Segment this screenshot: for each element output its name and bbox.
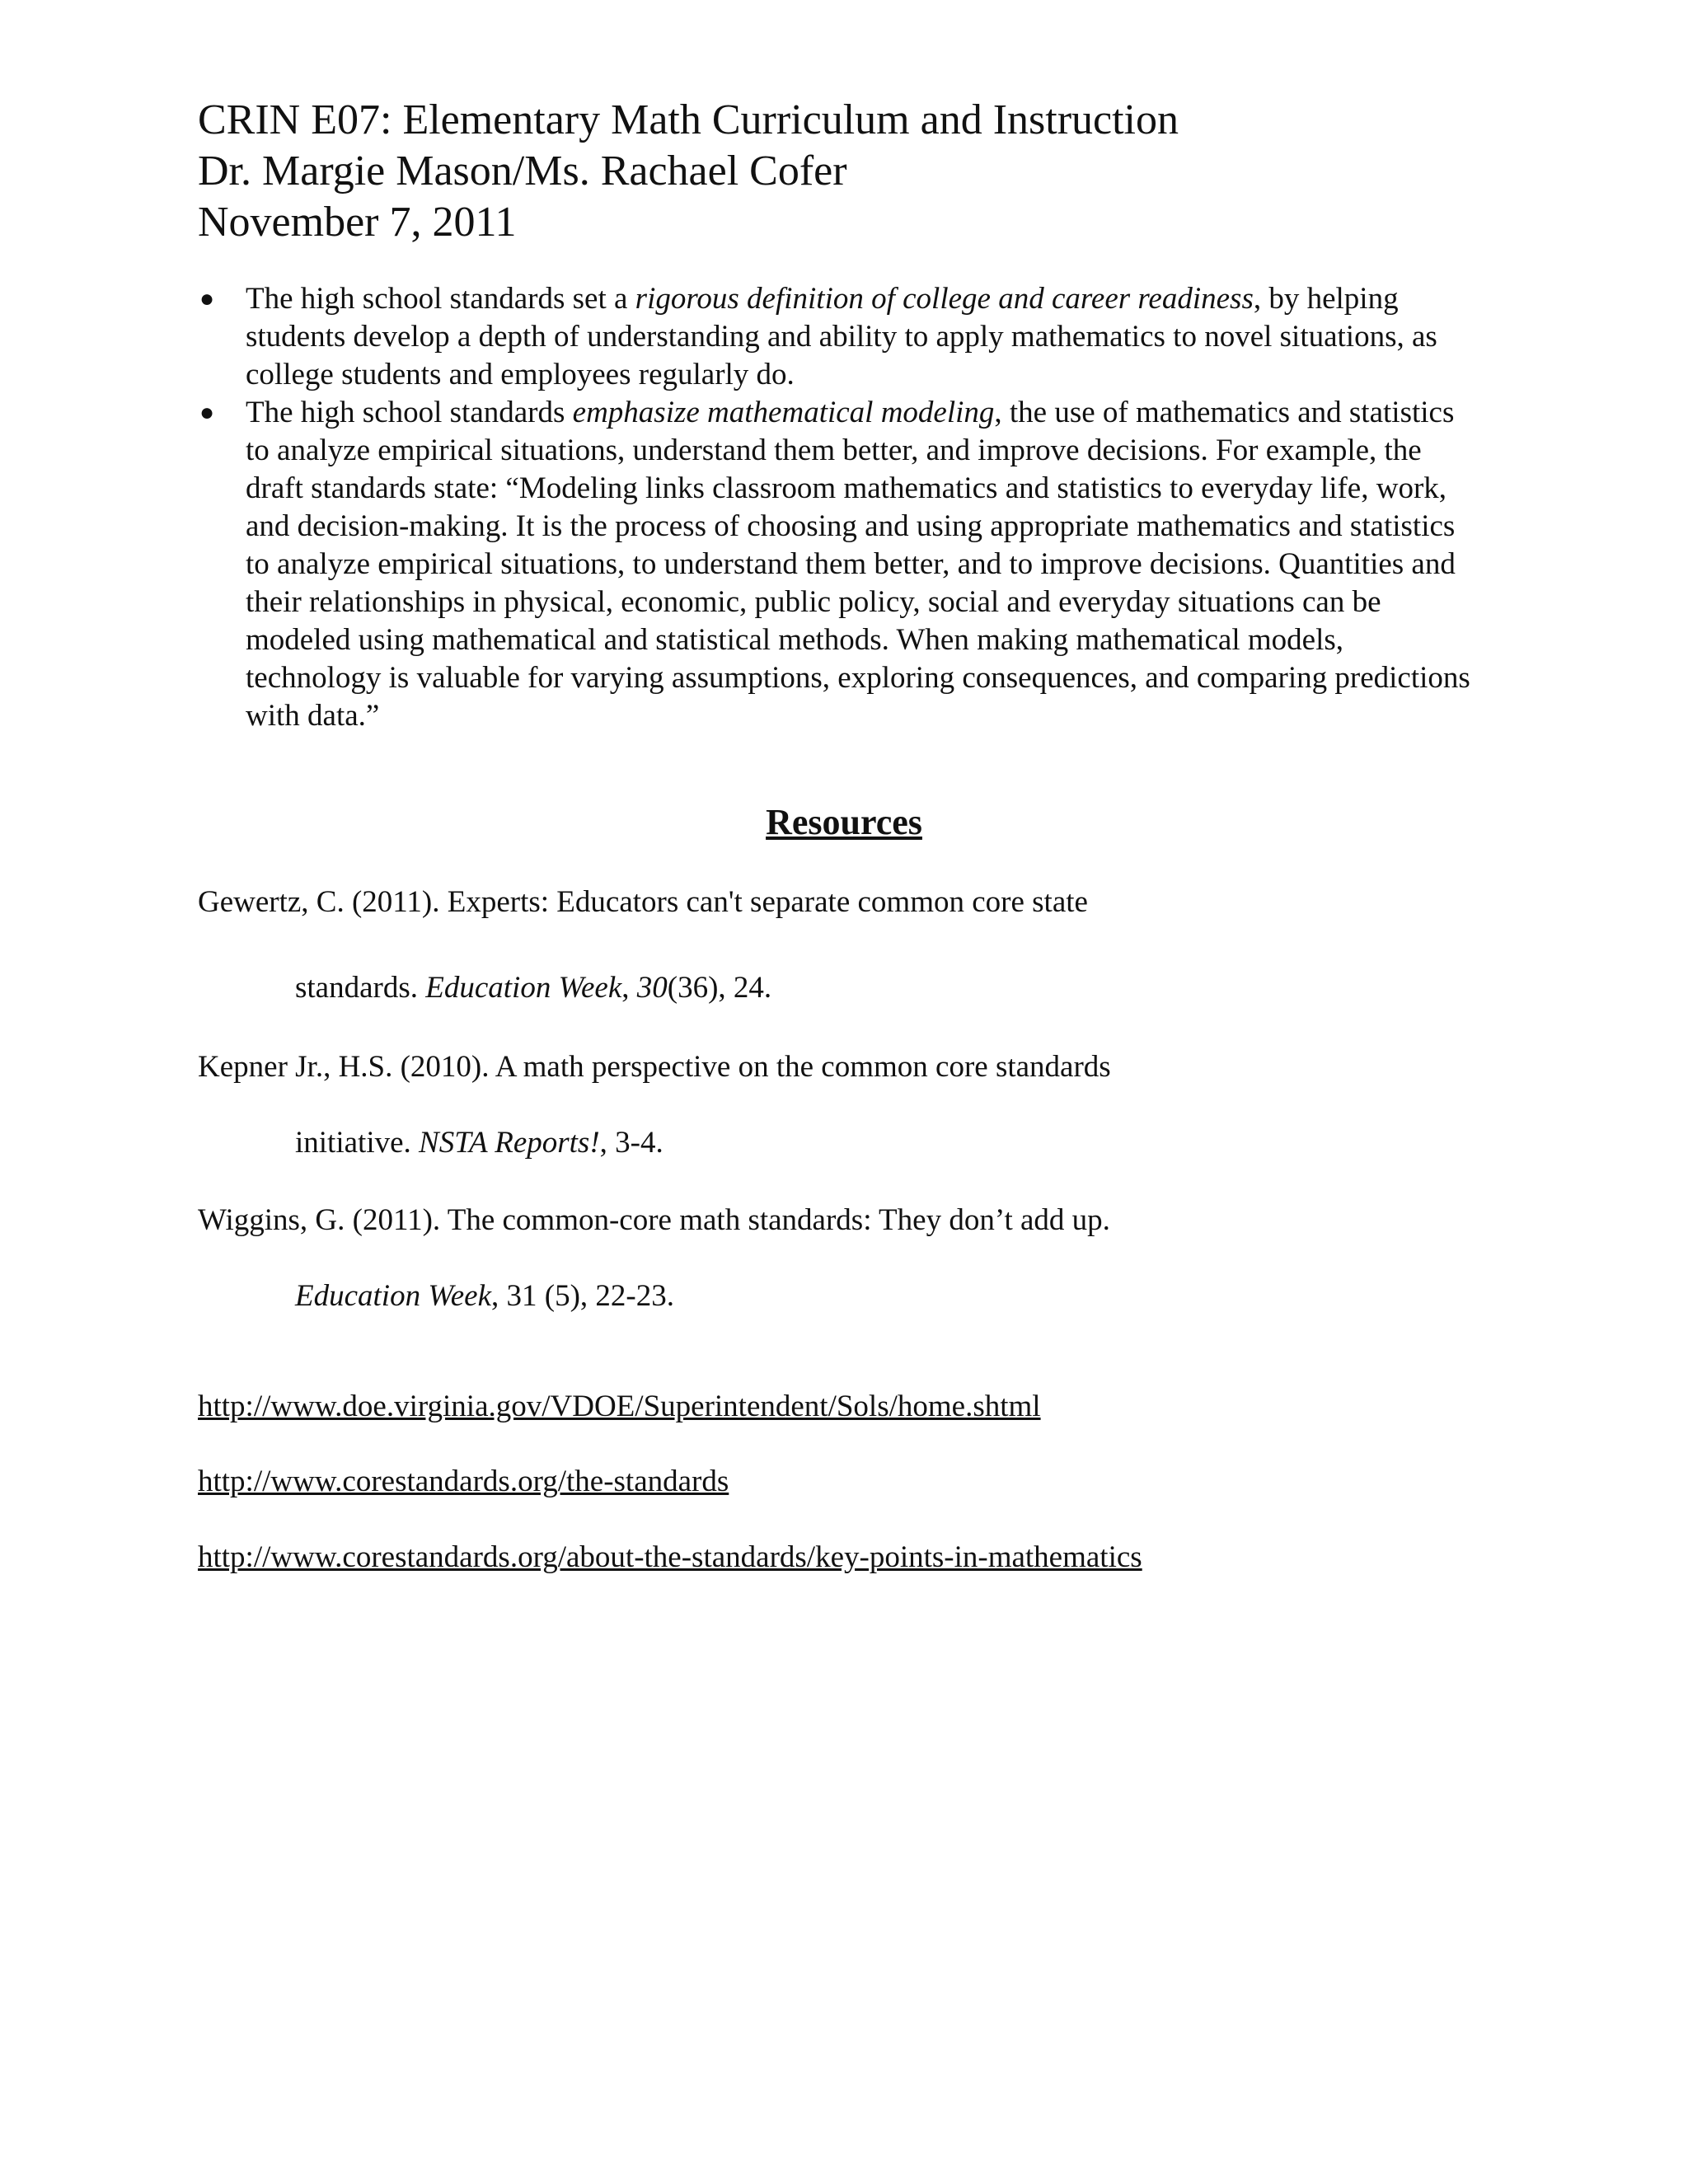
- resources-heading: Resources: [766, 802, 922, 842]
- key-points-list: [198, 280, 1484, 735]
- document-header: [198, 95, 1517, 248]
- reference-kepner-line1: Kepner Jr., H.S. (2010). A math perspective on the common core standards: [198, 1050, 1111, 1084]
- date-line: November 7, 2011: [198, 199, 517, 246]
- bullet-text: The high school standards set a rigorous definition of college and career readiness, by helping students develop a depth of understanding and ability to apply mathematics to novel situations, as college students and employees regularly do.: [246, 282, 1437, 391]
- bullet-text: The high school standards emphasize mathematical modeling, the use of mathematics and statistics to analyze empirical situations, understand them better, and improve decisions. For example, the draft standards state: “Modeling links classroom mathematics and statistics to everyday life, work, and decision-making. It is the process of choosing and using appropriate mathematics and statistics to analyze empirical situations, to understand them better, and to improve decisions. Quantities and their relationships in physical, economic, public policy, social and everyday situations can be modeled using mathematical and statistical methods. When making mathematical models, technology is valuable for varying assumptions, exploring consequences, and comparing predictions with data.”: [246, 396, 1470, 733]
- link-virginia-doe[interactable]: http://www.doe.virginia.gov/VDOE/Superintendent/Sols/home.shtml: [198, 1390, 1041, 1423]
- reference-kepner-line2: initiative. NSTA Reports!, 3-4.: [295, 1126, 663, 1160]
- list-item: [198, 280, 1484, 394]
- course-title: CRIN E07: Elementary Math Curriculum and Instruction: [198, 96, 1179, 143]
- reference-wiggins-line2: Education Week, 31 (5), 22-23.: [295, 1279, 674, 1313]
- reference-gewertz-line2: standards. Education Week, 30(36), 24.: [295, 971, 772, 1005]
- link-corestandards-key-points[interactable]: http://www.corestandards.org/about-the-standards/key-points-in-mathematics: [198, 1540, 1142, 1574]
- bullet-icon: ●: [199, 399, 215, 426]
- list-item: [198, 394, 1484, 735]
- bullet-icon: ●: [199, 285, 215, 312]
- reference-wiggins-line1: Wiggins, G. (2011). The common-core math standards: They don’t add up.: [198, 1203, 1110, 1237]
- reference-gewertz-line1: Gewertz, C. (2011). Experts: Educators can't separate common core state: [198, 885, 1088, 919]
- link-corestandards-the-standards[interactable]: http://www.corestandards.org/the-standards: [198, 1465, 729, 1498]
- instructors-line: Dr. Margie Mason/Ms. Rachael Cofer: [198, 148, 847, 194]
